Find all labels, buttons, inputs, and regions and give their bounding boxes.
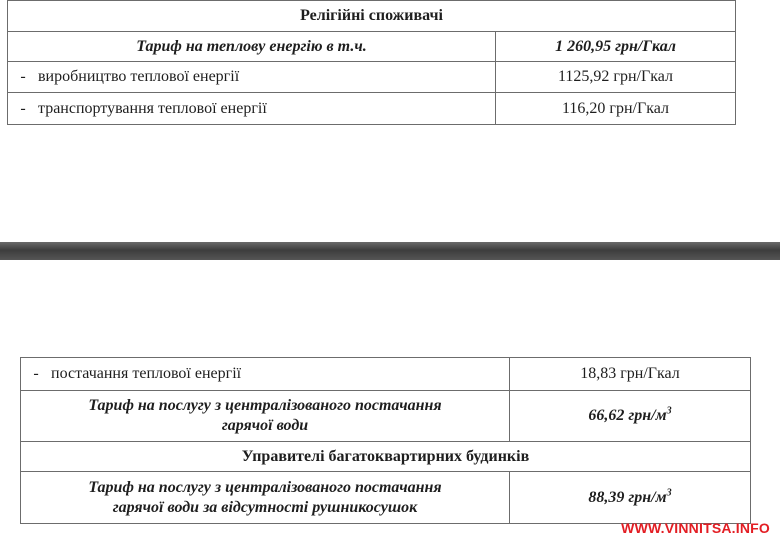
row-label: транспортування теплової енергії — [38, 99, 267, 117]
upper-tariff-table — [7, 0, 736, 125]
row-label-cell — [21, 391, 510, 442]
table-row — [8, 62, 736, 93]
unit-superscript: 3 — [666, 487, 672, 499]
blank-space — [0, 125, 780, 242]
row-value: 18,83 грн/Гкал — [510, 358, 751, 391]
row-label: постачання теплової енергії — [51, 365, 242, 382]
row-value: 1125,92 грн/Гкал — [496, 62, 736, 93]
lower-tariff-table — [20, 357, 751, 524]
blank-space — [0, 260, 780, 357]
section-title-managers: Управителі багатоквартирних будинків — [21, 442, 751, 472]
section-row-managers — [21, 442, 751, 472]
row-value: 88,39 грн/м — [588, 488, 667, 506]
bullet-dash: - — [20, 99, 26, 117]
site-watermark: WWW.VINNITSA.INFO — [621, 520, 770, 536]
row-label-line: гарячої води — [221, 417, 309, 434]
section-row-religious — [8, 1, 736, 32]
table-row — [21, 358, 751, 391]
row-value: 66,62 грн/м — [588, 407, 667, 424]
bullet-dash: - — [20, 68, 26, 85]
unit-superscript: 3 — [666, 405, 672, 417]
row-value-cell — [510, 391, 751, 442]
row-value-cell — [510, 472, 751, 524]
row-label-line: Тариф на послугу з централізованого постачання — [88, 478, 442, 496]
section-title-religious: Релігійні споживачі — [8, 1, 736, 32]
row-label-line: Тариф на послугу з централізованого постачання — [88, 397, 442, 414]
bullet-dash: - — [33, 365, 39, 382]
table-row — [21, 472, 751, 524]
row-value: 1 260,95 грн/Гкал — [496, 32, 736, 62]
row-label-cell — [21, 358, 510, 391]
row-label-line: гарячої води за відсутності рушникосушок — [112, 498, 418, 516]
row-label: виробництво теплової енергії — [38, 68, 240, 85]
row-label-cell — [21, 472, 510, 524]
table-row — [21, 391, 751, 442]
row-label: Тариф на теплову енергію в т.ч. — [8, 32, 496, 62]
row-label-cell — [8, 62, 496, 93]
page-break-band — [0, 242, 780, 260]
table-row — [8, 93, 736, 125]
row-label-cell — [8, 93, 496, 125]
table-row — [8, 32, 736, 62]
row-value: 116,20 грн/Гкал — [496, 93, 736, 125]
